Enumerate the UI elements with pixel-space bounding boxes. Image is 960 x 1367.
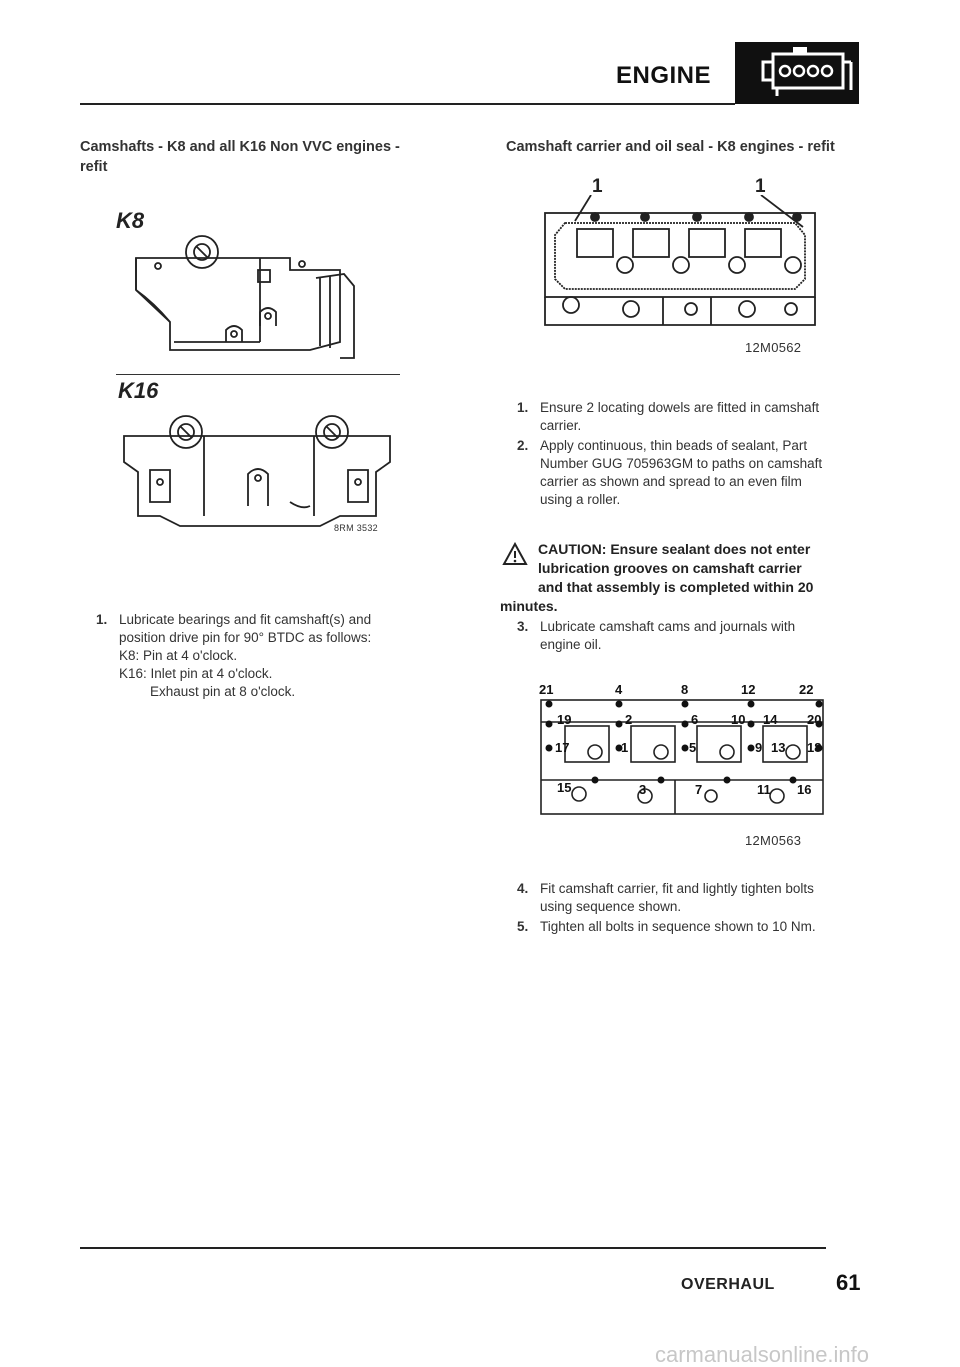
page-number: 61	[836, 1270, 861, 1295]
step-item	[517, 880, 877, 916]
engine-icon	[735, 42, 859, 104]
footer-rule	[80, 1247, 826, 1249]
bolt-sequence-callouts	[535, 682, 835, 832]
watermark: carmanualsonline.info	[655, 1342, 870, 1367]
step-line: engine oil.	[540, 637, 602, 652]
step-number: 2.	[517, 438, 529, 453]
caution-note	[500, 540, 860, 616]
right-heading: Camshaft carrier and oil seal - K8 engines - refit	[506, 139, 835, 155]
step-line: carrier.	[540, 418, 582, 433]
bolt-number: 8	[681, 682, 689, 697]
bolt-number: 22	[799, 682, 814, 697]
bolt-number: 4	[615, 682, 623, 697]
step-number: 3.	[517, 619, 529, 634]
bolt-number: 2	[625, 712, 633, 727]
step-item	[517, 618, 877, 654]
bolt-number: 1	[621, 740, 629, 755]
left-heading	[80, 137, 440, 177]
right-steps-a	[517, 399, 877, 511]
step-line: Exhaust pin at 8 o'clock.	[150, 684, 296, 699]
bolt-number: 7	[695, 782, 703, 797]
header-rule	[80, 103, 735, 105]
bolt-number: 9	[755, 740, 763, 755]
caution-line: and that assembly is completed within 20	[538, 579, 814, 595]
section-title: ENGINE	[616, 62, 712, 89]
figure1-callout: 1	[592, 176, 603, 197]
bolt-number: 13	[771, 740, 786, 755]
bolt-number: 14	[763, 712, 778, 727]
step-line: carrier as shown and spread to an even film	[540, 474, 802, 489]
step-line: Fit camshaft carrier, fit and lightly tighten bolts	[540, 881, 814, 896]
bolt-number: 17	[555, 740, 570, 755]
camshaft-carrier-sealant-diagram	[535, 195, 830, 335]
right-steps-b	[517, 618, 877, 656]
figure1-caption: 12M0562	[745, 340, 802, 355]
step-line: Number GUG 705963GM to paths on camshaft	[540, 456, 823, 471]
bolt-number: 12	[741, 682, 756, 697]
step-line: K16: Inlet pin at 4 o'clock.	[119, 666, 273, 681]
diagram-label-k8: K8	[116, 208, 145, 233]
caution-line: CAUTION: Ensure sealant does not enter	[538, 541, 811, 557]
step-line: Tighten all bolts in sequence shown to 10 Nm.	[540, 919, 816, 934]
left-steps	[96, 611, 426, 703]
figure2-caption: 12M0563	[745, 833, 802, 848]
step-number: 1.	[96, 612, 108, 627]
bolt-number: 3	[639, 782, 647, 797]
caution-line: minutes.	[500, 598, 558, 614]
step-line: K8: Pin at 4 o'clock.	[119, 648, 238, 663]
right-steps-c	[517, 880, 877, 938]
step-number: 4.	[517, 881, 529, 896]
step-line: Ensure 2 locating dowels are fitted in camshaft	[540, 400, 820, 415]
step-line: Lubricate bearings and fit camshaft(s) and	[119, 612, 372, 627]
step-item	[517, 399, 877, 435]
bolt-number: 20	[807, 712, 822, 727]
bolt-number: 19	[557, 712, 572, 727]
bolt-number: 11	[757, 782, 771, 797]
step-line: Lubricate camshaft cams and journals with	[540, 619, 796, 634]
left-heading-line: Camshafts - K8 and all K16 Non VVC engines -	[80, 139, 400, 155]
diagram-divider	[116, 374, 400, 375]
step-number: 1.	[517, 400, 529, 415]
k8-cylinder-head-diagram	[130, 230, 390, 360]
bolt-number: 16	[797, 782, 812, 797]
figure1-callout: 1	[755, 176, 766, 197]
diagram-caption: 8RM 3532	[334, 523, 378, 533]
caution-line: lubrication grooves on camshaft carrier	[538, 560, 802, 576]
bolt-number: 18	[807, 740, 822, 755]
step-item	[517, 437, 877, 509]
step-line: position drive pin for 90° BTDC as follows:	[119, 630, 372, 645]
step-item	[96, 611, 426, 701]
bolt-number: 21	[539, 682, 554, 697]
step-line: using sequence shown.	[540, 899, 682, 914]
step-line: using a roller.	[540, 492, 621, 507]
k16-cylinder-head-diagram	[120, 410, 400, 540]
bolt-number: 5	[689, 740, 697, 755]
bolt-number: 15	[557, 780, 572, 795]
left-heading-line: refit	[80, 159, 108, 175]
step-item	[517, 918, 877, 936]
step-line: Apply continuous, thin beads of sealant, Part	[540, 438, 808, 453]
footer-section: OVERHAUL	[681, 1276, 775, 1293]
bolt-number: 10	[731, 712, 746, 727]
step-number: 5.	[517, 919, 529, 934]
bolt-number: 6	[691, 712, 699, 727]
diagram-label-k16: K16	[118, 378, 159, 403]
